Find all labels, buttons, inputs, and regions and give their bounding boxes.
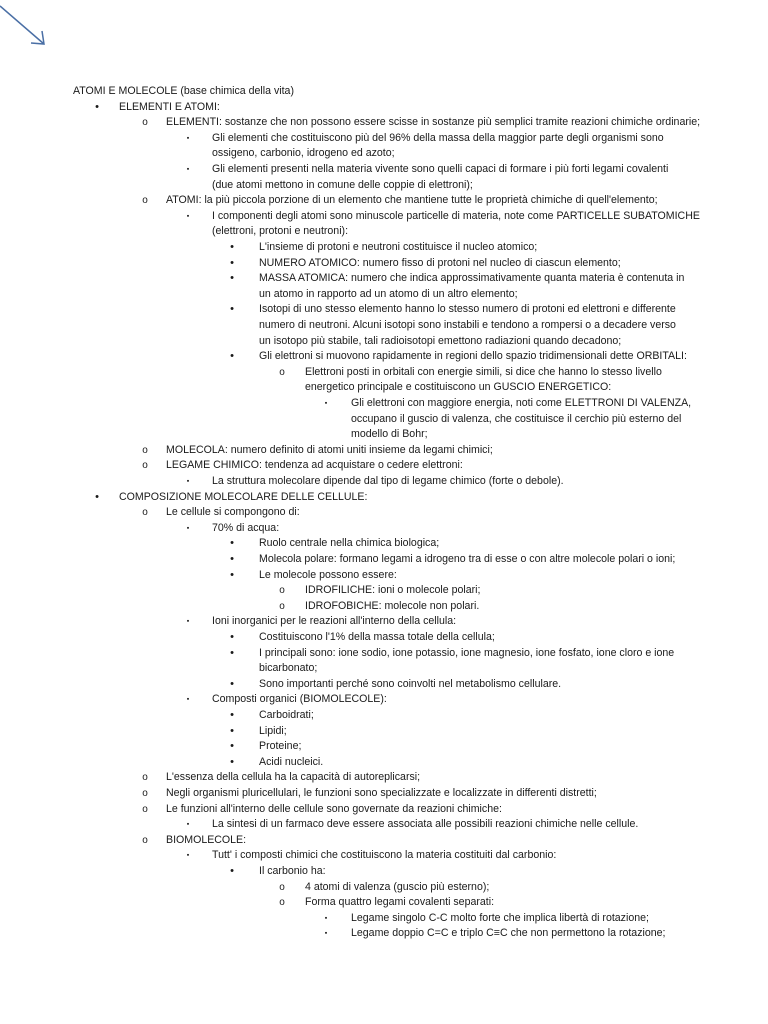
list-item-text: MASSA ATOMICA: numero che indica approssimativamente quanta materia è contenuta in: [259, 272, 685, 285]
list-item-text: Molecola polare: formano legami a idrogeno tra di esse o con altre molecole polari o ioni;: [259, 553, 676, 565]
list-item-text: Acidi nucleici.: [259, 755, 324, 768]
list-bullet: •: [230, 865, 234, 877]
list-bullet: ▪: [186, 852, 190, 860]
list-bullet: o: [142, 772, 148, 784]
list-item-text: Isotopi di uno stesso elemento hanno lo stesso numero di protoni ed elettroni e differente: [259, 303, 676, 316]
list-bullet: •: [230, 709, 234, 721]
list-bullet: •: [230, 677, 234, 690]
list-bullet: o: [279, 881, 285, 893]
list-item-text: NUMERO ATOMICO: numero fisso di protoni nel nucleo di ciascun elemento;: [259, 256, 621, 269]
list-item-text: ELEMENTI E ATOMI:: [119, 100, 220, 113]
list-item-text: numero di neutroni. Alcuni isotopi sono instabili e tendono a rompersi o a decadere verso: [259, 319, 676, 331]
list-item-text: LEGAME CHIMICO: tendenza ad acquistare o cedere elettroni:: [166, 459, 463, 472]
list-item-text: (elettroni, protoni e neutroni):: [212, 225, 349, 238]
list-item-text: L'insieme di protoni e neutroni costituisce il nucleo atomico;: [259, 241, 538, 253]
document-title: ATOMI E MOLECOLE (base chimica della vita): [73, 85, 294, 97]
list-item-text: Gli elettroni con maggiore energia, noti come ELETTRONI DI VALENZA,: [351, 397, 692, 409]
list-bullet: ▪: [186, 821, 190, 829]
list-item-text: un isotopo più stabile, tali radioisotopi emettono radiazioni quando decadono;: [259, 334, 622, 347]
list-item-text: Gli elementi che costituiscono più del 96% della massa della maggior parte degli organismi sono: [212, 131, 664, 144]
list-bullet: •: [230, 755, 234, 768]
list-item-text: Carboidrati;: [259, 709, 314, 721]
list-item-text: Le funzioni all'interno delle cellule sono governate da reazioni chimiche:: [166, 802, 502, 815]
list-item-text: COMPOSIZIONE MOLECOLARE DELLE CELLULE:: [119, 490, 368, 503]
list-bullet: •: [230, 740, 234, 753]
list-item-text: Sono importanti perché sono coinvolti nel metabolismo cellulare.: [259, 677, 562, 690]
list-item-text: Legame doppio C=C e triplo C≡C che non permettono la rotazione;: [351, 927, 666, 940]
list-item-text: Elettroni posti in orbitali con energie simili, si dice che hanno lo stesso livello: [305, 365, 662, 378]
list-bullet: ▪: [186, 524, 190, 532]
list-item-text: IDROFOBICHE: molecole non polari.: [305, 599, 480, 612]
list-bullet: ▪: [186, 618, 190, 626]
list-item-text: Proteine;: [259, 740, 302, 753]
list-bullet: •: [230, 272, 234, 285]
list-item-text: I principali sono: ione sodio, ione potassio, ione magnesio, ione fosfato, ione cloro e ione: [259, 646, 675, 659]
list-item-text: La struttura molecolare dipende dal tipo di legame chimico (forte o debole).: [212, 475, 564, 487]
list-item-text: Gli elementi presenti nella materia vivente sono quelli capaci di formare i più forti legami covalenti: [212, 163, 669, 175]
list-bullet: o: [279, 366, 285, 378]
list-bullet: •: [230, 724, 234, 737]
list-bullet: •: [230, 350, 234, 363]
list-item-text: Negli organismi pluricellulari, le funzioni sono specializzate e localizzate in differenti distretti;: [166, 787, 597, 799]
list-item-text: energetico principale e costituiscono un GUSCIO ENERGETICO:: [305, 381, 612, 394]
list-item-text: un atomo in rapporto ad un atomo di un altro elemento;: [259, 287, 518, 300]
list-bullet: o: [279, 897, 285, 909]
list-item-text: 4 atomi di valenza (guscio più esterno);: [305, 880, 490, 893]
list-item-text: ATOMI: la più piccola porzione di un elemento che mantiene tutte le proprietà chimiche di quell'elemento;: [166, 194, 658, 207]
list-bullet: •: [230, 537, 234, 550]
list-item-text: modello di Bohr;: [351, 428, 428, 441]
list-item-text: Le molecole possono essere:: [259, 568, 397, 581]
list-bullet: •: [230, 553, 234, 565]
list-bullet: ▪: [186, 696, 190, 704]
list-item-text: IDROFILICHE: ioni o molecole polari;: [305, 584, 481, 597]
list-item-text: bicarbonato;: [259, 662, 318, 675]
list-bullet: o: [279, 585, 285, 597]
list-bullet: o: [142, 507, 148, 519]
list-bullet: ▪: [324, 914, 328, 922]
list-bullet: •: [230, 241, 234, 253]
list-bullet: o: [142, 117, 148, 129]
list-item-text: BIOMOLECOLE:: [166, 833, 247, 846]
list-bullet: o: [142, 834, 148, 846]
list-item-text: L'essenza della cellula ha la capacità di autoreplicarsi;: [166, 771, 421, 784]
list-bullet: o: [142, 803, 148, 815]
list-bullet: •: [230, 646, 234, 659]
list-bullet: o: [142, 195, 148, 207]
list-item-text: La sintesi di un farmaco deve essere associata alle possibili reazioni chimiche nelle cellule.: [212, 818, 639, 831]
list-bullet: ▪: [324, 400, 328, 407]
list-bullet: ▪: [186, 134, 190, 142]
list-item-text: ossigeno, carbonio, idrogeno ed azoto;: [212, 147, 395, 160]
list-bullet: o: [279, 600, 285, 612]
list-item-text: Tutt' i composti chimici che costituiscono la materia costituiti dal carbonio:: [212, 849, 557, 862]
list-item-text: Il carbonio ha:: [259, 865, 326, 877]
list-bullet: o: [142, 444, 148, 456]
list-item-text: Gli elettroni si muovono rapidamente in regioni dello spazio tridimensionali dette ORBITALI:: [259, 350, 687, 363]
list-item-text: Forma quattro legami covalenti separati:: [305, 896, 495, 909]
list-bullet: o: [142, 788, 148, 799]
list-item-text: Ioni inorganici per le reazioni all'interno della cellula:: [212, 615, 457, 628]
list-bullet: ▪: [186, 166, 190, 173]
list-item-text: ELEMENTI: sostanze che non possono essere scisse in sostanze più semplici tramite reazioni chimiche ordinarie;: [166, 116, 701, 129]
list-bullet: •: [230, 568, 234, 581]
list-bullet: •: [95, 490, 99, 503]
list-item-text: Ruolo centrale nella chimica biologica;: [259, 537, 440, 550]
list-item-text: Lipidi;: [259, 724, 287, 737]
list-bullet: ▪: [186, 212, 190, 220]
list-item-text: MOLECOLA: numero definito di atomi uniti insieme da legami chimici;: [166, 443, 493, 456]
list-item-text: occupano il guscio di valenza, che costituisce il cerchio più esterno del: [351, 412, 682, 425]
list-bullet: •: [230, 256, 234, 269]
list-item-text: Composti organici (BIOMOLECOLE):: [212, 693, 387, 706]
list-bullet: ▪: [324, 930, 328, 938]
list-bullet: •: [230, 631, 234, 643]
corner-arrow-icon: [0, 0, 60, 60]
list-bullet: ▪: [186, 478, 190, 485]
list-item-text: Legame singolo C-C molto forte che implica libertà di rotazione;: [351, 911, 649, 924]
list-item-text: I componenti degli atomi sono minuscole particelle di materia, note come PARTICELLE SUBATOMICHE: [212, 209, 700, 222]
list-item-text: Costituiscono l'1% della massa totale della cellula;: [259, 631, 495, 643]
list-bullet: •: [230, 303, 234, 316]
list-bullet: •: [95, 100, 99, 113]
list-bullet: o: [142, 460, 148, 472]
list-item-text: (due atomi mettono in comune delle coppie di elettroni);: [212, 178, 473, 191]
list-item-text: 70% di acqua:: [212, 521, 280, 534]
list-item-text: Le cellule si compongono di:: [166, 506, 300, 519]
